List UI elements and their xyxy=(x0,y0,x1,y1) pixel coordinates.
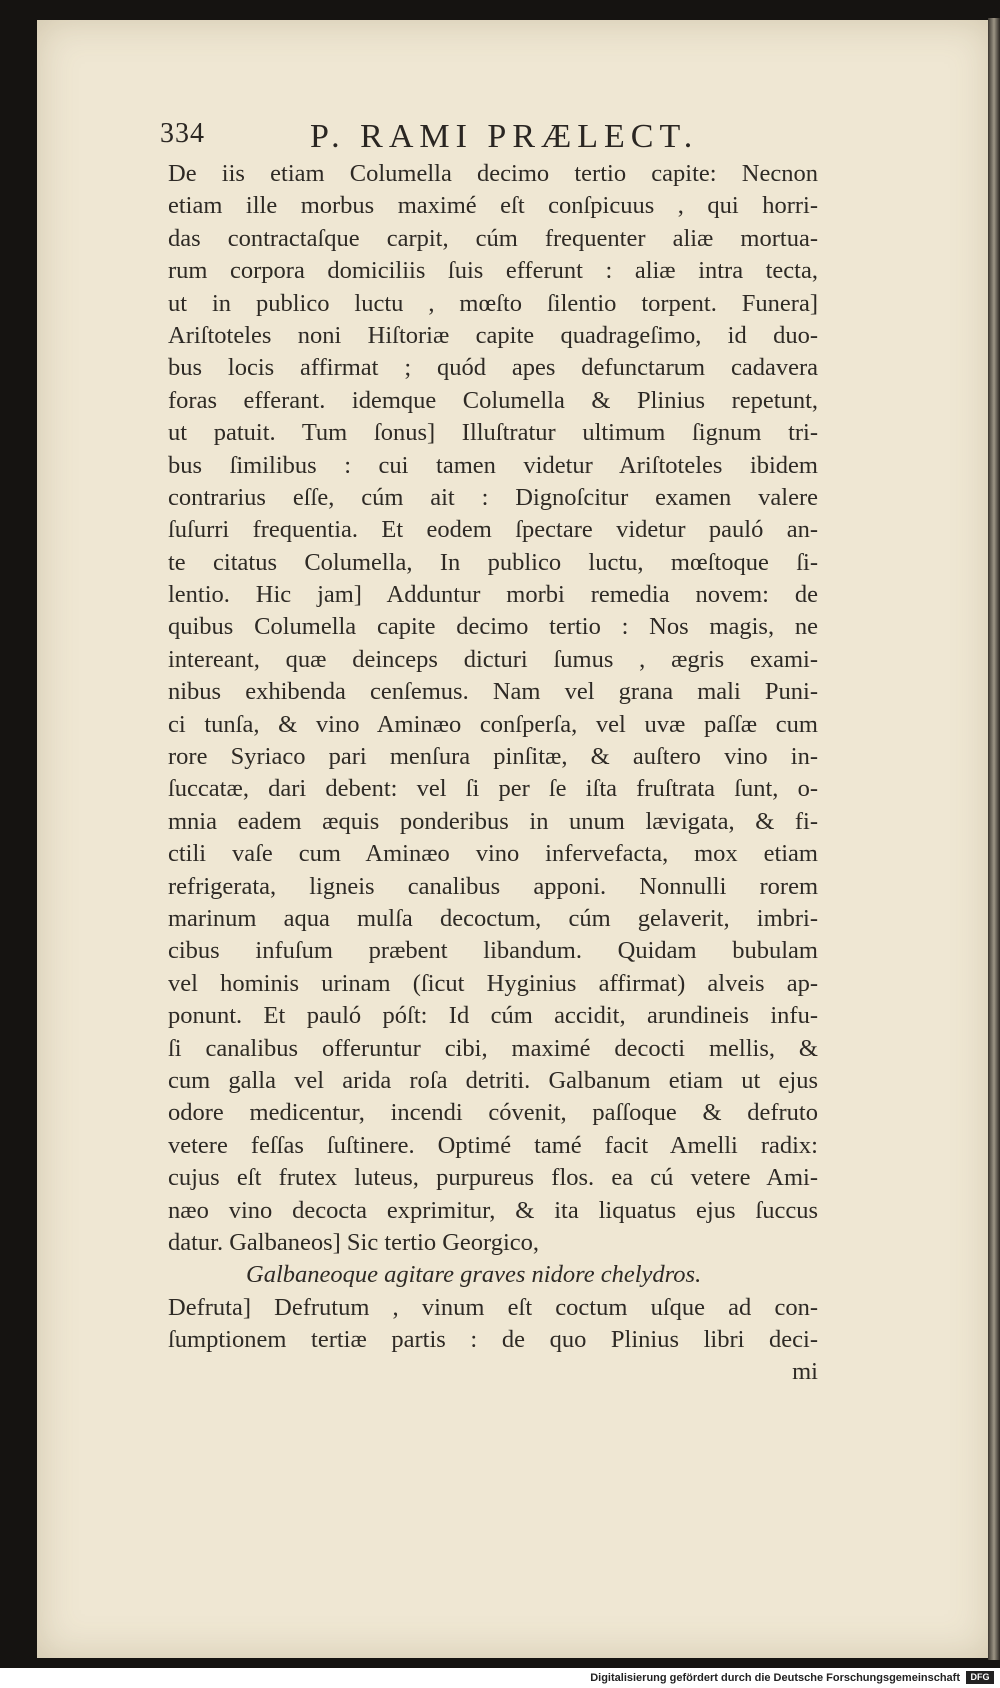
text-line: Defruta] Defrutum , vinum eſt coctum uſque ad con- xyxy=(168,1293,818,1321)
text-line: ſuſurri frequentia. Et eodem ſpectare videtur pauló an- xyxy=(168,516,818,544)
body-text xyxy=(168,158,818,1389)
text-line: datur. Galbaneos] Sic tertio Georgico, xyxy=(168,1228,540,1256)
text-line: ſi canalibus offeruntur cibi, maximé decocti mellis, & xyxy=(168,1034,818,1062)
running-head: P. RAMI PRÆLECT. xyxy=(310,118,699,155)
text-line: intereant, quæ deinceps dicturi ſumus , ægris exami- xyxy=(168,645,818,673)
text-line: ſuccatæ, dari debent: vel ſi per ſe iſta fruſtrata ſunt, o- xyxy=(168,775,818,803)
text-line: lentio. Hic jam] Adduntur morbi remedia novem: de xyxy=(168,581,818,609)
funding-credit: Digitalisierung gefördert durch die Deutsche Forschungsgemeinschaft xyxy=(590,1672,960,1684)
text-line: cum galla vel arida roſa detriti. Galbanum etiam ut ejus xyxy=(168,1066,818,1094)
text-line: ut patuit. Tum ſonus] Illuſtratur ultimum ſignum tri- xyxy=(168,419,818,447)
text-line: bus locis affirmat ; quód apes defunctarum cadavera xyxy=(168,354,818,382)
text-line: das contractaſque carpit, cúm frequenter aliæ mortua- xyxy=(168,224,818,252)
text-line: cibus infuſum præbent libandum. Quidam bubulam xyxy=(168,937,818,965)
text-line: odore medicentur, incendi cóvenit, paſſoque & defruto xyxy=(168,1099,818,1127)
text-line: refrigerata, ligneis canalibus apponi. Nonnulli rorem xyxy=(168,872,818,900)
text-line: vel hominis urinam (ſicut Hyginius affirmat) alveis ap- xyxy=(168,969,818,997)
text-line: etiam ille morbus maximé eſt conſpicuus , qui horri- xyxy=(168,192,818,220)
text-line: Ariſtoteles noni Hiſtoriæ capite quadrageſimo, id duo- xyxy=(168,321,818,349)
text-line: cujus eſt frutex luteus, purpureus flos. ea cú vetere Ami- xyxy=(168,1164,818,1192)
text-line: De iis etiam Columella decimo tertio capite: Necnon xyxy=(168,160,818,187)
text-line: vetere feſſas ſuſtinere. Optimé tamé facit Amelli radix: xyxy=(168,1131,818,1159)
text-line: ut in publico luctu , mœſto ſilentio torpent. Funera] xyxy=(168,289,818,317)
text-line: foras efferant. idemque Columella & Plinius repetunt, xyxy=(168,386,818,414)
text-line: næo vino decocta exprimitur, & ita liquatus ejus ſuccus xyxy=(168,1196,818,1224)
text-line: bus ſimilibus : cui tamen videtur Ariſtoteles ibidem xyxy=(168,451,818,479)
book-spine-edge xyxy=(988,18,1000,1660)
page-header xyxy=(160,118,815,158)
dfg-logo: DFG xyxy=(966,1671,994,1684)
text-line: contrarius eſſe, cúm ait : Dignoſcitur examen valere xyxy=(168,483,818,511)
text-line: ci tunſa, & vino Aminæo conſperſa, vel uvæ paſſæ cum xyxy=(168,710,818,738)
text-line: marinum aqua mulſa decoctum, cúm gelaverit, imbri- xyxy=(168,904,818,932)
text-line: ctili vaſe cum Aminæo vino infervefacta, mox etiam xyxy=(168,840,818,868)
text-line: quibus Columella capite decimo tertio : Nos magis, ne xyxy=(168,613,818,641)
text-line: mi xyxy=(792,1358,818,1386)
text-line: te citatus Columella, In publico luctu, mœſtoque ſi- xyxy=(168,548,818,576)
text-line: ponunt. Et pauló póſt: Id cúm accidit, arundineis infu- xyxy=(168,1002,818,1030)
text-line: ſumptionem tertiæ partis : de quo Plinius libri deci- xyxy=(168,1326,818,1354)
text-line: rore Syriaco pari menſura pinſitæ, & auſtero vino in- xyxy=(168,743,818,771)
text-line: nibus exhibenda cenſemus. Nam vel grana mali Puni- xyxy=(168,678,818,706)
text-line: mnia eadem æquis ponderibus in unum lævigata, & fi- xyxy=(168,807,818,835)
text-line: rum corpora domiciliis ſuis efferunt : aliæ intra tecta, xyxy=(168,257,818,285)
text-line: Galbaneoque agitare graves nidore chelydros. xyxy=(246,1261,702,1289)
page-number: 334 xyxy=(160,118,205,149)
digitization-footer xyxy=(0,1668,1000,1688)
